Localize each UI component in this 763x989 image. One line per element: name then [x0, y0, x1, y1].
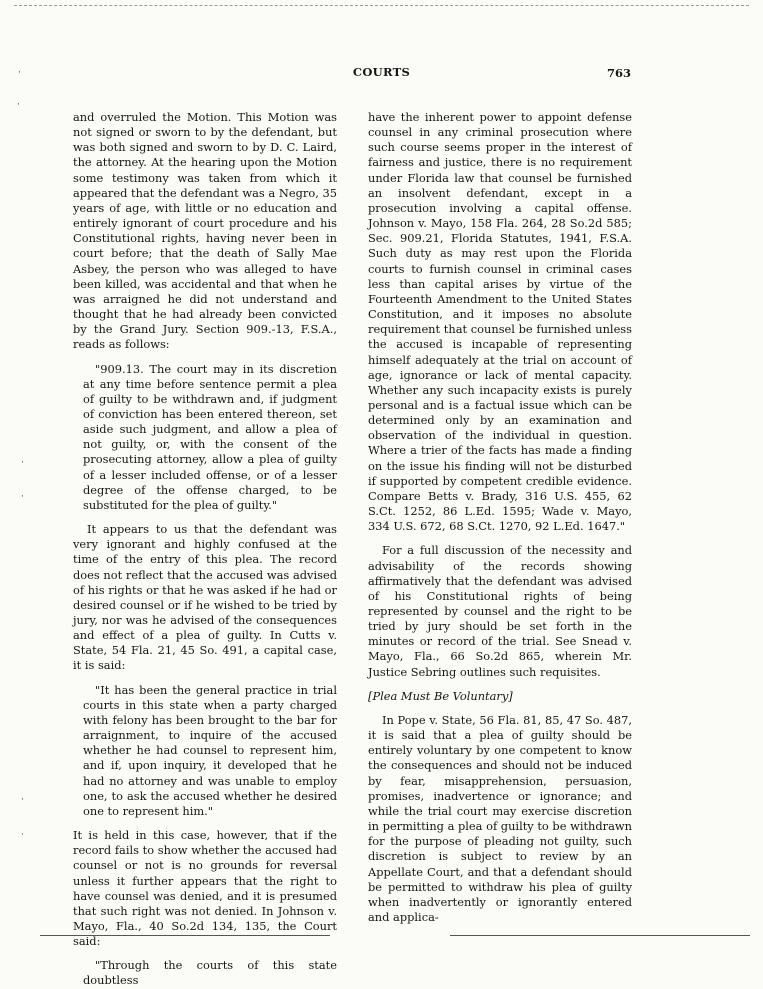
block-quote — [83, 958, 337, 988]
margin-mark: · — [21, 830, 24, 840]
paragraph: and overruled the Motion. This Motion was not signed or sworn to by the defendant, but was both signed and sworn to by D. C. Laird, the attorney. At the hearing upon the Motion some testimony was taken from which it appeared that the defendant was a Negro, 35 years of age, with little or no education and entirely ignorant of court procedure and his Constitutional rights, having never been in court before; that the death of Sally Mae Asbey, the person who was alleged to have been killed, was accidental and that when he was arraigned he did not understand and thought that he had already been convicted by the Grand Jury. Section 909.-13, F.S.A., reads as follows: — [73, 110, 337, 352]
right-column — [368, 110, 632, 925]
margin-mark: · — [21, 492, 24, 502]
paragraph: For a full discussion of the necessity and advisability of the records showing affirmatively that the defendant was advised of his Constitutional rights of being represented by counsel and the right to be tried by jury should be set forth in the minutes or record of the trial. See Snead v. Mayo, Fla., 66 So.2d 865, wherein Mr. Justice Sebring outlines such requisites. — [368, 543, 632, 679]
quote-text: "It has been the general practice in trial courts in this state when a party charged with felony has been brought to the bar for arraignment, to inquire of the accused whether he had counsel to represent him, and if, upon inquiry, it developed that he had no attorney and was unable to employ one, to ask the accused whether he desired one to represent him." — [83, 682, 337, 818]
quote-text: "909.13. The court may in its discretion at any time before sentence permit a plea of guilty to be withdrawn and, if judgment of conviction has been entered thereon, set aside such judgment, and allow a plea of not guilty, or, with the consent of the prosecuting attorney, allow a plea of guilty of a lesser included offense, or of a lesser degree of the offense charged, to be substituted for the plea of guilty." — [83, 361, 337, 512]
block-quote — [83, 683, 337, 819]
margin-mark: · — [17, 100, 20, 110]
quote-text: "Through the courts of this state doubtless — [83, 958, 337, 988]
running-head: COURTS — [352, 65, 411, 79]
bottom-rule — [40, 935, 330, 936]
top-border-rule — [14, 5, 749, 6]
margin-mark: · — [21, 795, 24, 805]
margin-mark: · — [21, 458, 24, 468]
paragraph: It is held in this case, however, that if the record fails to show whether the accused had counsel or not is no grounds for reversal unless it further appears that the right to have counsel was denied, and it is presumed that such right was not denied. In Johnson v. Mayo, Fla., 40 So.2d 134, 135, the Court said: — [73, 828, 337, 949]
bottom-rule — [450, 935, 750, 936]
page-number: 763 — [606, 66, 631, 80]
margin-mark: · — [18, 68, 21, 78]
page-header — [0, 65, 763, 81]
section-heading: [Plea Must Be Voluntary] — [368, 688, 513, 703]
quote-text: have the inherent power to appoint defense counsel in any criminal prosecution where such course seems proper in the interest of fairness and justice, there is no requirement under Florida law that counsel be furnished an insolvent defendant, except in a prosecution involving a capital offense. Johnson v. Mayo, 158 Fla. 264, 28 So.2d 585; Sec. 909.21, Florida Statutes, 1941, F.S.A. Such duty as may rest upon the Florida courts to furnish counsel in criminal cases less than capital arises by virtue of the Fourteenth Amendment to the United States Constitution, and it imposes no absolute requirement that counsel be furnished unless the accused is incapable of representing himself adequately at the trial on account of age, ignorance or lack of mental capacity. Whether any such incapacity exists is purely personal and is a factual issue which can be determined only by an examination and observation of the individual in question. Where a trier of the facts has made a finding on the issue his finding will not be disturbed if supported by competent credible evidence. Compare Betts v. Brady, 316 U.S. 455, 62 S.Ct. 1252, 86 L.Ed. 1595; Wade v. Mayo, 334 U.S. 672, 68 S.Ct. 1270, 92 L.Ed. 1647." — [368, 110, 632, 534]
paragraph: In Pope v. State, 56 Fla. 81, 85, 47 So. 487, it is said that a plea of guilty should be entirely voluntary by one competent to know the consequences and should not be induced by fear, misapprehension, persuasion, promises, inadvertence or ignorance; and while the trial court may exercise discretion in permitting a plea of guilty to be withdrawn for the purpose of pleading not guilty, such discretion is subject to review by an Appellate Court, and that a defendant should be permitted to withdraw his plea of guilty when inadvertently or ignorantly entered and applica- — [368, 712, 632, 924]
block-quote — [83, 362, 337, 514]
left-column — [73, 110, 337, 989]
paragraph: It appears to us that the defendant was very ignorant and highly confused at the time of the entry of this plea. The record does not reflect that the accused was advised of his rights or that he was asked if he had or desired counsel or if he wished to be tried by jury, nor was he advised of the consequences and effect of a plea of guilty. In Cutts v. State, 54 Fla. 21, 45 So. 491, a capital case, it is said: — [73, 522, 337, 673]
